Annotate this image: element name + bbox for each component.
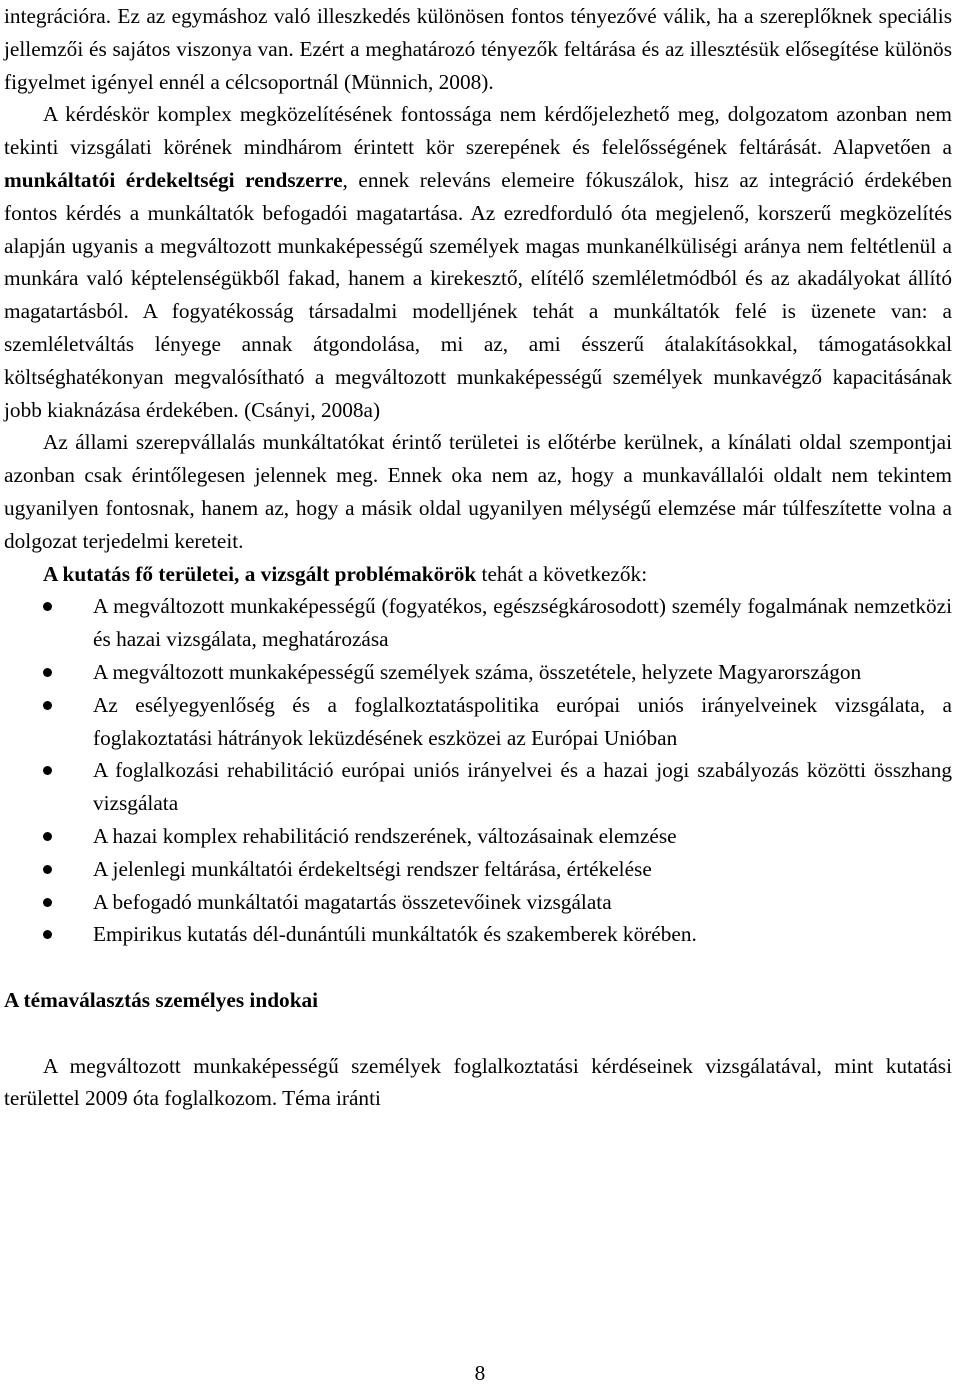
paragraph-intro: integrációra. Ez az egymáshoz való illeszkedés különösen fontos tényezővé válik, ha a szereplőknek speciális jellemzői és sajátos viszonya van. Ezért a meghatározó tényezők feltárása és az illesztésük elősegítése különös figyelmet igényel ennél a célcsoportnál (Münnich, 2008). — [4, 4, 952, 94]
research-areas-intro-bold: A kutatás fő területei, a vizsgált problémakörök — [43, 561, 477, 586]
list-item-text: Az esélyegyenlőség és a foglalkoztatáspolitika európai uniós irányelveinek vizsgálata, a foglakoztatási hátrányok leküzdésének eszközei az Európai Unióban — [93, 692, 952, 750]
paragraph-scope-emphasis: munkáltatói érdekeltségi rendszerre — [4, 167, 343, 192]
list-item-text: A megváltozott munkaképességű személyek száma, összetétele, helyzete Magyarországon — [93, 659, 862, 684]
list-item-text: A hazai komplex rehabilitáció rendszerének, változásainak elemzése — [93, 823, 677, 848]
bullet-icon — [43, 865, 52, 874]
paragraph-personal-reasons: A megváltozott munkaképességű személyek foglalkoztatási kérdéseinek vizsgálatával, mint kutatási területtel 2009 óta foglalkozom. Téma iránti — [4, 1053, 952, 1111]
paragraph-scope — [4, 98, 952, 426]
bullet-icon — [43, 701, 52, 710]
list-item-text: A foglalkozási rehabilitáció európai uniós irányelvei és a hazai jogi szabályozás közötti összhang vizsgálata — [93, 758, 952, 816]
list-item — [4, 853, 952, 886]
paragraph-state-role: Az állami szerepvállalás munkáltatókat érintő területei is előtérbe kerülnek, a kínálati oldal szempontjai azonban csak érintőlegesen jelennek meg. Ennek oka nem az, hogy a munkavállalói oldalt nem tekintem ugyanilyen fontosnak, hanem az, hogy a másik oldal ugyanilyen mélységű elemzése már túlfeszítette volna a dolgozat terjedelmi kereteit. — [4, 430, 952, 553]
bullet-icon — [43, 668, 52, 677]
list-item-text: A jelenlegi munkáltatói érdekeltségi rendszer feltárása, értékelése — [93, 856, 652, 881]
list-item — [4, 754, 952, 820]
list-item — [4, 656, 952, 689]
list-item — [4, 886, 952, 919]
paragraph-scope-text-2: , ennek releváns elemeire fókuszálok, hisz az integráció érdekében fontos kérdés a munkáltatók befogadói magatartása. Az ezredforduló óta megjelenő, korszerű megközelítés alapján ugyanis a megváltozott munkaképességű személyek magas munkanélküliségi aránya nem feltétlenül a munkára való képtelenségükből fakad, hanem a kirekesztő, elítélő szemléletmódból és az akadályokat állító magatartásból. A fogyatékosság társadalmi modelljének tehát a munkáltatók felé is üzenete van: a szemléletváltás lényege annak átgondolása, mi az, ami ésszerű átalakításokkal, támogatásokkal költséghatékonyan megvalósítható a megváltozott munkaképességű személyek munkavégző kapacitásának jobb kiaknázása érdekében. (Csányi, 2008a) — [4, 167, 952, 422]
bullet-icon — [43, 898, 52, 907]
list-item-text: A befogadó munkáltatói magatartás összetevőinek vizsgálata — [93, 889, 612, 914]
page-number: 8 — [474, 1361, 486, 1385]
research-areas-intro-rest: tehát a következők: — [476, 561, 648, 586]
list-item — [4, 590, 952, 656]
list-item-text: Empirikus kutatás dél-dunántúli munkáltatók és szakemberek körében. — [93, 922, 697, 947]
paragraph-scope-text-1: A kérdéskör komplex megközelítésének fontossága nem kérdőjelezhető meg, dolgozatom azonban nem tekinti vizsgálati körének mindhárom érintett kör szerepének és felelősségének feltárását. Alapvetően a — [4, 102, 952, 160]
bullet-icon — [43, 930, 52, 939]
bullet-icon — [43, 832, 52, 841]
list-item — [4, 689, 952, 755]
list-item — [4, 820, 952, 853]
research-areas-intro — [4, 558, 952, 591]
list-item-text: A megváltozott munkaképességű (fogyatékos, egészségkárosodott) személy fogalmának nemzetközi és hazai vizsgálata, meghatározása — [93, 594, 952, 652]
research-areas-list — [4, 590, 952, 951]
list-item — [4, 918, 952, 951]
bullet-icon — [43, 766, 52, 775]
bullet-icon — [43, 602, 52, 611]
spacer — [4, 951, 952, 984]
section-heading: A témaválasztás személyes indokai — [4, 987, 319, 1012]
spacer — [4, 1017, 952, 1050]
